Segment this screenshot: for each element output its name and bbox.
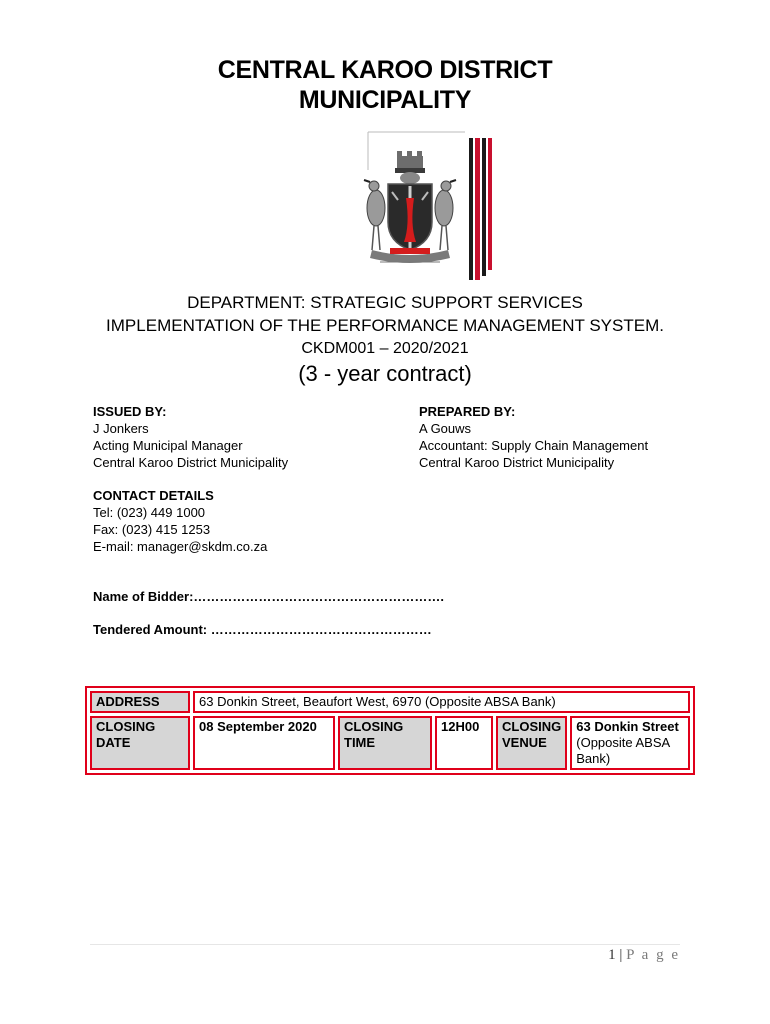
closing-venue-note: (Opposite ABSA Bank)	[576, 735, 670, 766]
municipality-logo	[350, 130, 500, 285]
issued-by-block	[93, 403, 393, 471]
address-value: 63 Donkin Street, Beaufort West, 6970 (Opposite ABSA Bank)	[193, 691, 690, 713]
address-row	[90, 691, 690, 713]
prepared-by-name: A Gouws	[419, 421, 472, 436]
coat-of-arms-icon	[350, 130, 500, 285]
contract-duration: (3 - year contract)	[298, 361, 472, 386]
prepared-by-heading: PREPARED BY:	[419, 404, 516, 419]
reference-number: CKDM001 – 2020/2021	[301, 340, 469, 357]
contact-details-block	[93, 487, 393, 555]
closing-time-label: CLOSING TIME	[338, 716, 432, 770]
page-separator: |	[619, 947, 623, 963]
page-label: P a g e	[626, 947, 680, 963]
closing-date-label: CLOSING DATE	[90, 716, 190, 770]
closing-venue-label: CLOSING VENUE	[496, 716, 567, 770]
issued-by-role: Acting Municipal Manager	[93, 438, 243, 453]
closing-venue-street: 63 Donkin Street	[576, 719, 679, 734]
document-title-line2: MUNICIPALITY	[298, 86, 472, 114]
closing-time-value: 12H00	[435, 716, 493, 770]
issued-by-org: Central Karoo District Municipality	[93, 455, 289, 470]
document-title-line1: CENTRAL KAROO DISTRICT	[217, 56, 553, 84]
contact-email[interactable]: E-mail: manager@skdm.co.za	[93, 539, 268, 554]
bidder-name-field[interactable]: Name of Bidder:………………………………………………….	[93, 589, 445, 604]
contact-fax: Fax: (023) 415 1253	[93, 522, 211, 537]
page-number-value: 1	[608, 947, 616, 963]
address-label: ADDRESS	[90, 691, 190, 713]
department-line: DEPARTMENT: STRATEGIC SUPPORT SERVICES	[187, 293, 583, 312]
closing-venue-value	[570, 716, 690, 770]
issued-by-name: J Jonkers	[93, 421, 149, 436]
prepared-by-block	[419, 403, 719, 471]
closing-date-value: 08 September 2020	[193, 716, 335, 770]
page-number	[560, 947, 680, 964]
issued-by-heading: ISSUED BY:	[93, 404, 167, 419]
prepared-by-role: Accountant: Supply Chain Management	[419, 438, 649, 453]
contact-tel: Tel: (023) 449 1000	[93, 505, 206, 520]
closing-row	[90, 716, 690, 770]
tender-info-table	[85, 686, 695, 775]
tendered-amount-field[interactable]: Tendered Amount: ……………………………………………	[93, 622, 432, 637]
footer-divider	[90, 944, 680, 945]
prepared-by-org: Central Karoo District Municipality	[419, 455, 615, 470]
contact-heading: CONTACT DETAILS	[93, 488, 214, 503]
project-title: IMPLEMENTATION OF THE PERFORMANCE MANAGEMENT SYSTEM.	[106, 316, 664, 335]
